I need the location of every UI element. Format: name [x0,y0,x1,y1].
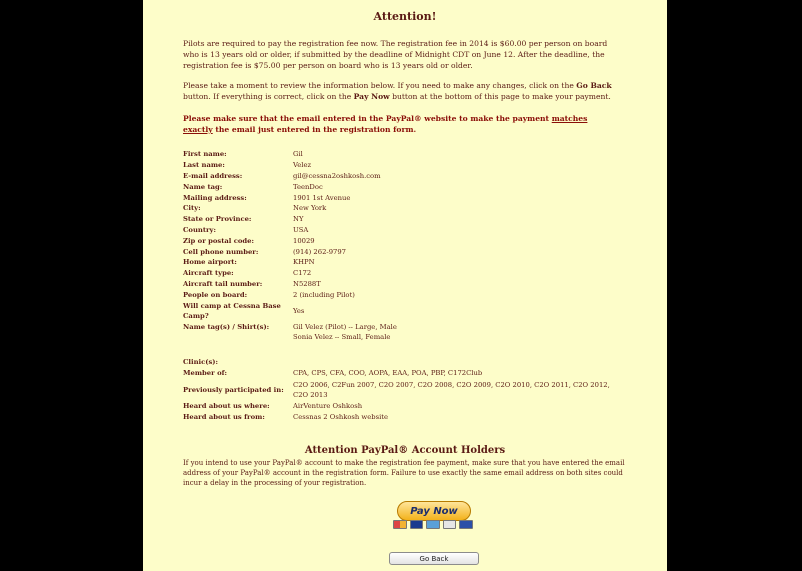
fee-paragraph: Pilots are required to pay the registration fee now. The registration fee in 2014 is $60.00 per person on board who is 13 years old or older, if submitted by the deadline of Midnight CDT on June 12. After the deadline, the registration fee is $75.00 per person on board who is 13 years old or older. [183,39,608,70]
info-label: Country: [183,225,217,234]
info-label: Name tag(s) / Shirt(s): [183,323,270,332]
info-value: (914) 262-9797 [293,247,347,256]
info-label: Home airport: [183,258,237,267]
info-label: Will camp at Cessna Base Camp? [183,302,281,321]
info-row-city [183,203,613,214]
info-label: Name tag: [183,182,223,191]
warning-underline: matches exactly [183,114,588,134]
info-row-clinics [183,357,613,368]
info-value: C172 [293,269,312,278]
info-label: People on board: [183,290,248,299]
warning-text-1: Please make sure that the email entered in the PayPal® website to make the payment [183,114,552,123]
info-row-member-of [183,368,613,379]
paypal-paragraph: If you intend to use your PayPal® account to make the registration fee payment, make sure that you have entered the email address of your PayPal® account in the registration form. Failure to use exactly the same email address on both sites could incur a delay in the processing of your registration. [183,459,625,487]
info-row-heard-from [183,411,613,422]
review-text-2: button. If everything is correct, click on the [183,92,354,101]
name-tag-line: Sonia Velez -- Small, Female [293,333,391,342]
go-back-button[interactable]: Go Back [389,552,479,565]
warning-text-2: the email just entered in the registration form. [212,125,417,134]
info-value: gil@cessna2oshkosh.com [293,171,381,180]
info-label: First name: [183,150,227,159]
info-row-people-on-board [183,289,613,300]
info-value: CPA, CPS, CFA, COO, AOPA, EAA, POA, PBP, C172Club [293,369,483,378]
info-value: 10029 [293,236,315,245]
info-value: Gil [293,150,303,159]
info-value: Yes [293,307,305,316]
info-label: Heard about us from: [183,412,265,421]
registration-info-extra [183,357,613,422]
pay-now-button[interactable]: Pay Now [397,501,471,521]
info-label: City: [183,204,201,213]
info-row-heard-where [183,401,613,412]
amex-icon [426,520,440,529]
info-label: E-mail address: [183,171,243,180]
info-row-email [183,171,613,182]
info-label: Clinic(s): [183,358,219,367]
registration-panel [143,0,667,571]
paypal-heading: Attention PayPal® Account Holders [304,445,506,456]
info-label: Zip or postal code: [183,236,255,245]
bank-icon [459,520,473,529]
review-text-3: button at the bottom of this page to make your payment. [389,92,611,101]
info-label: Previously participated in: [183,385,284,394]
info-row-country [183,225,613,236]
go-back-mention: Go Back [576,81,612,90]
info-value: NY [293,215,304,224]
info-label: Member of: [183,369,228,378]
info-row-zip [183,235,613,246]
info-row-previously-participated [183,379,613,401]
info-value [293,322,613,342]
info-value: New York [293,204,327,213]
info-value: AirVenture Oshkosh [293,401,363,410]
info-row-name-tag [183,181,613,192]
info-row-name-tags [183,322,613,344]
review-paragraph [183,80,613,102]
info-row-tail-number [183,279,613,290]
info-value: C2O 2006, C2Fun 2007, C2O 2007, C2O 2008, C2O 2009, C2O 2010, C2O 2011, C2O 2012, C2O 2013 [293,380,610,399]
review-text-1: Please take a moment to review the information below. If you need to make any changes, click on the [183,81,577,90]
mastercard-icon [393,520,407,529]
pay-now-mention: Pay Now [353,92,390,101]
name-tag-line: Gil Velez (Pilot) -- Large, Male [293,323,397,332]
info-row-state [183,214,613,225]
info-value: Velez [293,161,312,170]
email-warning [183,113,613,135]
payment-cards [393,520,473,531]
info-row-aircraft-type [183,268,613,279]
info-value: Cessnas 2 Oshkosh website [293,412,389,421]
info-label: Aircraft type: [183,269,234,278]
info-value: TeenDoc [293,182,323,191]
info-value: USA [293,225,309,234]
info-label: Aircraft tail number: [183,279,263,288]
info-value: 2 (including Pilot) [293,290,355,299]
visa-icon [410,520,424,529]
registration-info [183,149,613,344]
info-value: 1901 1st Avenue [293,193,351,202]
info-row-first-name [183,149,613,160]
page-title: Attention! [373,10,437,23]
info-row-home-airport [183,257,613,268]
info-label: Cell phone number: [183,247,259,256]
info-label: Heard about us where: [183,401,270,410]
info-label: State or Province: [183,215,252,224]
info-value: KHPN [293,258,315,267]
info-row-camp [183,300,613,322]
info-label: Last name: [183,161,225,170]
info-value: N5288T [293,279,321,288]
info-label: Mailing address: [183,193,247,202]
discover-icon [443,520,457,529]
info-row-last-name [183,160,613,171]
info-row-mailing-address [183,192,613,203]
info-row-cell-phone [183,246,613,257]
